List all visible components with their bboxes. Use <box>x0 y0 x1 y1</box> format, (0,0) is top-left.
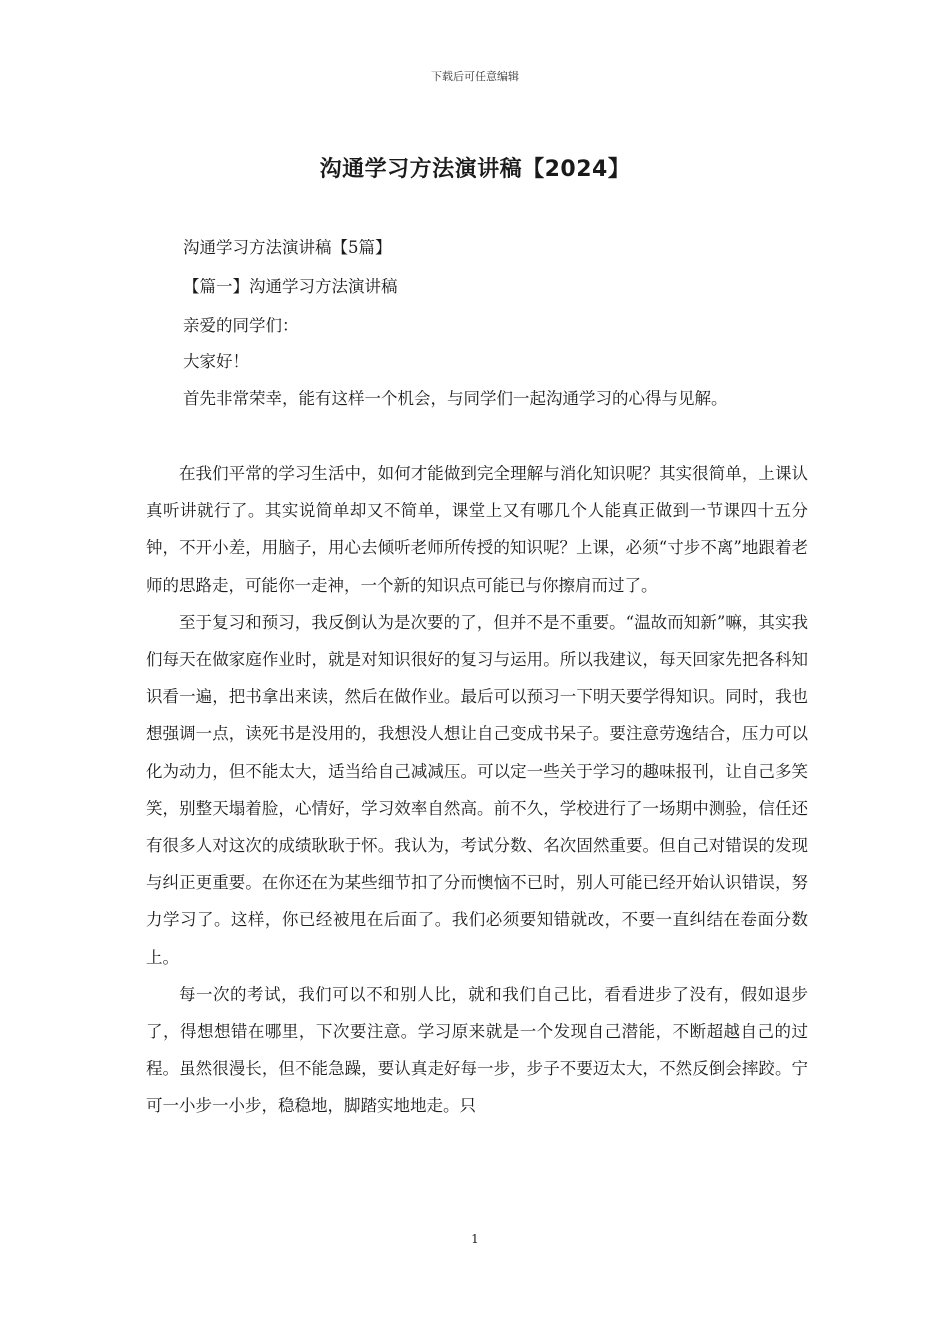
intro-line-section-heading: 【篇一】沟通学习方法演讲稿 <box>183 277 398 296</box>
paragraph: 至于复习和预习，我反倒认为是次要的了，但并不是不重要。“温故而知新”嘛，其实我们每天在做家庭作业时，就是对知识很好的复习与运用。所以我建议，每天回家先把各科知识看一遍，把书拿出来读，然后在做作业。最后可以预习一下明天要学得知识。同时，我也想强调一点，读死书是没用的，我想没人想让自己变成书呆子。要注意劳逸结合，压力可以化为动力，但不能太大，适当给自己减减压。可以定一些关于学习的趣味报刊，让自己多笑笑，别整天塌着脸，心情好，学习效率自然高。前不久，学校进行了一场期中测验，信任还有很多人对这次的成绩耿耿于怀。我认为，考试分数、名次固然重要。但自己对错误的发现与纠正更重要。在你还在为某些细节扣了分而懊恼不已时，别人可能已经开始认识错误，努力学习了。这样，你已经被甩在后面了。我们必须要知错就改，不要一直纠结在卷面分数上。 <box>146 612 808 967</box>
intro-line-opening: 首先非常荣幸，能有这样一个机会，与同学们一起沟通学习的心得与见解。 <box>183 389 728 408</box>
intro-line-salutation: 亲爱的同学们： <box>183 316 299 335</box>
paragraph: 每一次的考试，我们可以不和别人比，就和我们自己比，看看进步了没有，假如退步了，得想想错在哪里，下次要注意。学习原来就是一个发现自己潜能，不断超越自己的过程。虽然很漫长，但不能急躁，要认真走好每一步，步子不要迈太大，不然反倒会摔跤。宁可一小步一小步，稳稳地，脚踏实地地走。只 <box>146 984 808 1116</box>
document-title: 沟通学习方法演讲稿【2024】 <box>319 157 631 182</box>
body-text <box>146 455 808 1125</box>
page-number: 1 <box>471 1232 479 1246</box>
intro-line-greeting: 大家好！ <box>183 352 249 371</box>
header-note: 下载后可任意编辑 <box>431 70 519 83</box>
paragraph: 在我们平常的学习生活中，如何才能做到完全理解与消化知识呢？其实很简单，上课认真听讲就行了。其实说简单却又不简单，课堂上又有哪几个人能真正做到一节课四十五分钟，不开小差，用脑子，用心去倾听老师所传授的知识呢？上课，必须“寸步不离”地跟着老师的思路走，可能你一走神，一个新的知识点可能已与你擦肩而过了。 <box>146 464 808 595</box>
intro-line-subtitle: 沟通学习方法演讲稿【5篇】 <box>183 238 392 257</box>
